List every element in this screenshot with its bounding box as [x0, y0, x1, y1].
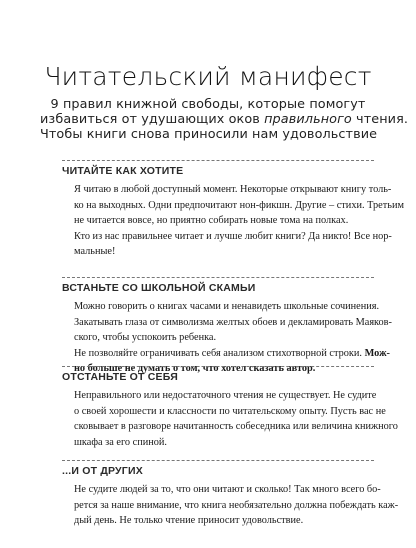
subtitle-line-part: чтения. [351, 112, 409, 127]
text-line: рется за наше внимание, что книга необязательно должна побеждать каж- [74, 499, 399, 511]
section-and-from-others [62, 460, 399, 529]
section-leave-school-bench [62, 277, 392, 377]
section-read-as-you-like [62, 160, 404, 260]
text-run: Не позволяйте ограничивать себя анализом стихотворной строки. [74, 347, 363, 359]
text-line: ского, чтобы успокоить ребенка. [74, 332, 217, 343]
text-line: Я читаю в любой доступный момент. Некоторые открывают книгу толь- [74, 184, 392, 195]
subtitle-line [40, 112, 409, 127]
text-line: мальные! [74, 246, 116, 257]
page-subtitle [40, 97, 409, 142]
text-line: Закатывать глаза от символизма желтых обоев и декламировать Маяков- [74, 316, 392, 328]
page-title: Читательский манифест [44, 62, 372, 91]
subtitle-line: Чтобы книги снова приносили нам удовольствие [40, 127, 378, 142]
dashed-divider [62, 460, 374, 461]
dashed-divider [62, 366, 374, 367]
subtitle-line-part: избавиться от удушающих оков [40, 112, 265, 127]
paragraph [62, 299, 392, 346]
text-line: не читается вовсе, но приятно собирать новые тома на полках. [74, 215, 349, 226]
section-leave-yourself-alone [62, 366, 398, 450]
paragraph [62, 482, 399, 529]
text-line: Можно говорить о книгах часами и ненавидеть школьные сочинения. [74, 301, 380, 312]
text-line [62, 346, 390, 362]
subtitle-emphasis: правильного [264, 112, 352, 127]
subtitle-line: 9 правил книжной свободы, которые помогут [50, 97, 366, 112]
paragraph [62, 182, 404, 229]
section-heading: ЧИТАЙТЕ КАК ХОТИТЕ [62, 165, 184, 177]
text-line: ко на выходных. Одни предпочитают нон-фикшн. Другие – стихи. Третьим [74, 199, 404, 211]
dashed-divider [62, 277, 374, 278]
paragraph [62, 229, 392, 260]
text-line: о своей хорошести и классности по читательскому опыту. Пусть вас не [74, 405, 386, 417]
bold-text-line: но больше не думать о том, что хотел сказать автор. [74, 363, 316, 374]
dashed-divider [62, 160, 374, 161]
section-heading: ...И ОТ ДРУГИХ [62, 465, 143, 477]
text-line: шкафа за его спиной. [74, 436, 167, 448]
paragraph [62, 388, 398, 450]
text-line: Неправильного или недостаточного чтения не существует. Не судите [74, 390, 377, 401]
text-line: дый день. Не только чтение приносит удовольствие. [74, 515, 304, 526]
bold-text: Мож- [364, 347, 390, 359]
section-heading: ОТСТАНЬТЕ ОТ СЕБЯ [62, 371, 178, 383]
text-line: Кто из нас правильнее читает и лучше любит книги? Да никто! Все нор- [74, 230, 392, 242]
text-line: Не судите людей за то, что они читают и сколько! Так много всего бо- [74, 484, 381, 495]
text-line: сковывает в разговоре начитанность собеседника или величина книжного [74, 421, 398, 432]
section-heading: ВСТАНЬТЕ СО ШКОЛЬНОЙ СКАМЬИ [62, 282, 256, 294]
